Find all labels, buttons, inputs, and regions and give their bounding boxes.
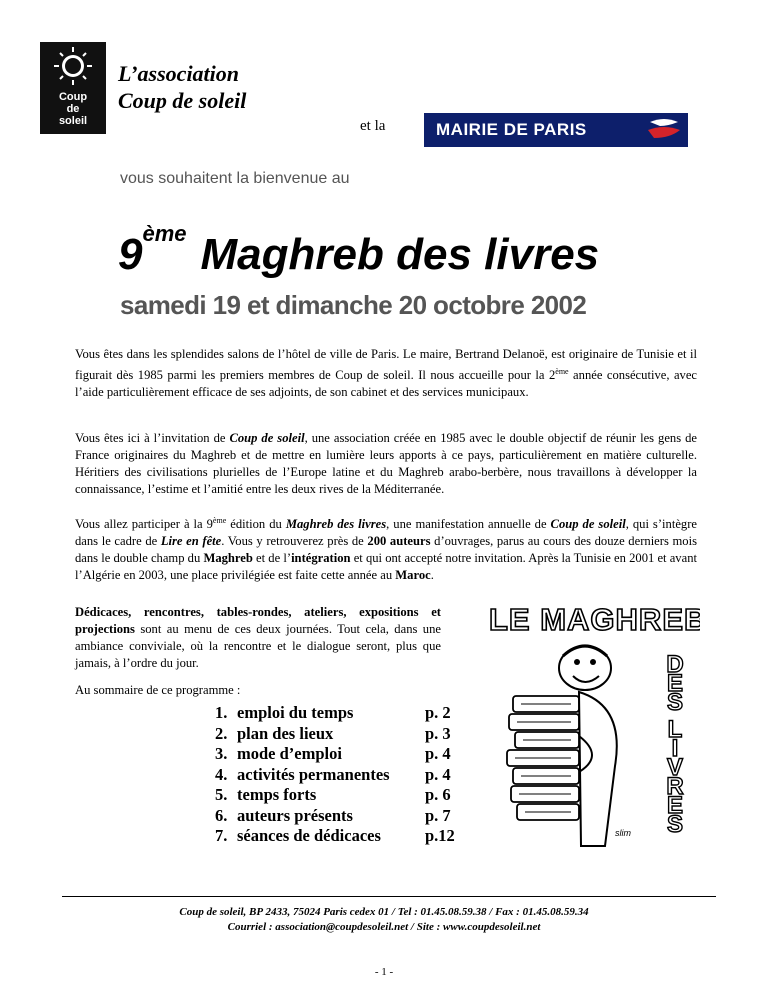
cartoon-side-letter: R (666, 773, 684, 800)
association-name (118, 60, 246, 114)
mairie-label: MAIRIE DE PARIS (436, 120, 587, 139)
edition-number: 9 (118, 230, 143, 279)
sommaire-label: Au sommaire de ce programme : (75, 683, 241, 697)
toc-item: 1. emploi du temps p. 2 (215, 703, 451, 722)
toc-item: 3. mode d’emploi p. 4 (215, 744, 451, 763)
table-of-contents (215, 703, 475, 847)
cartoon-top-text: LE MAGHREB (489, 602, 700, 637)
event-dates: samedi 19 et dimanche 20 octobre 2002 (120, 290, 587, 320)
logo-text-2: de (66, 103, 80, 115)
edition-suffix: ème (142, 221, 187, 246)
cartoon-side-letter: E (666, 670, 684, 697)
event-name: Maghreb des livres (200, 230, 600, 279)
toc-item: 7. séances de dédicaces p.12 (215, 826, 455, 845)
maghreb-des-livres-cartoon (485, 596, 700, 854)
cartoon-side-letter: V (666, 754, 684, 781)
page-number: - 1 - (374, 966, 394, 978)
footer-divider (62, 896, 716, 897)
et-la-text: et la (360, 118, 386, 134)
cartoon-signature: slim (615, 828, 631, 838)
footer-contact: Courriel : association@coupdesoleil.net / Site : www.coupdesoleil.net (227, 921, 541, 933)
paragraph-activities: Dédicaces, rencontres, tables-rondes, ateliers, expositions et projections sont au menu de ces deux journées. Tout cela, dans une ambiance conviviale, où la rencontre et le dialogue seront, plus que jamais, à l’ordre du jour. (75, 605, 441, 670)
toc-item: 5. temps forts p. 6 (215, 785, 451, 804)
cartoon-side-letter: I (671, 735, 679, 762)
footer-address: Coup de soleil, BP 2433, 75024 Paris cedex 01 / Tel : 01.45.08.59.38 / Fax : 01.45.08.59.34 (179, 906, 589, 918)
paragraph-intro: Vous êtes dans les splendides salons de l’hôtel de ville de Paris. Le maire, Bertrand Delanoë, est originaire de Tunisie et il figurait dès 1985 parmi les premiers membres de Coup de soleil. Il nous accueille pour la 2ème année consécutive, avec l’aide particulièrement efficace de ses adjoints, de son cabinet et des services municipaux. (75, 347, 698, 400)
cartoon-side-letter: L (667, 716, 683, 743)
paragraph-edition: Vous allez participer à la 9ème édition du Maghreb des livres, une manifestation annuelle de Coup de soleil, qui s’intègre dans le cadre de Lire en fête. Vous y retrouverez près de 200 auteurs d’ouvrages, parus au cours des douze derniers mois dans le double champ du Maghreb et de l’intégration et qui ont accepté notre invitation. Après la Tunisie en 2001 et avant l’Algérie en 2003, une place privilégiée est faite cette année au Maroc. (75, 516, 697, 583)
toc-item: 6. auteurs présents p. 7 (215, 805, 451, 825)
cartoon-side-text (666, 651, 683, 838)
paragraph-association: Vous êtes ici à l’invitation de Coup de soleil, une association créée en 1985 avec le double objectif de réunir les gens de France originaires du Maghreb et de mettre en lumière leurs apports à ce pays, particulièrement en matière culturelle. Héritiers des civilisations plurielles de l’Europe latine et du Maghreb arabo-berbère, nous travaillons à développer la connaissance, l’estime et l’amitié entre les deux rives de la Méditerranée. (75, 431, 697, 496)
mairie-de-paris-logo (424, 113, 688, 147)
cartoon-side-letter: E (666, 792, 684, 819)
logo-text-1: Coup (58, 91, 88, 103)
logo-text-3: soleil (58, 115, 88, 127)
mairie-ship-icon (646, 116, 682, 144)
association-line-1: L’association (118, 61, 240, 86)
welcome-text: vous souhaitent la bienvenue au (120, 170, 350, 187)
coup-de-soleil-logo (40, 42, 106, 134)
toc-item: 2. plan des lieux p. 3 (215, 723, 451, 743)
cartoon-side-letter: D (666, 651, 684, 678)
toc-item: 4. activités permanentes p. 4 (215, 764, 451, 784)
event-title (118, 204, 599, 285)
cartoon-side-letter: S (666, 689, 684, 716)
association-line-2: Coup de soleil (118, 88, 247, 113)
svg-text:DESLIVRES (666, 651, 683, 838)
cartoon-side-letter: S (666, 811, 684, 838)
